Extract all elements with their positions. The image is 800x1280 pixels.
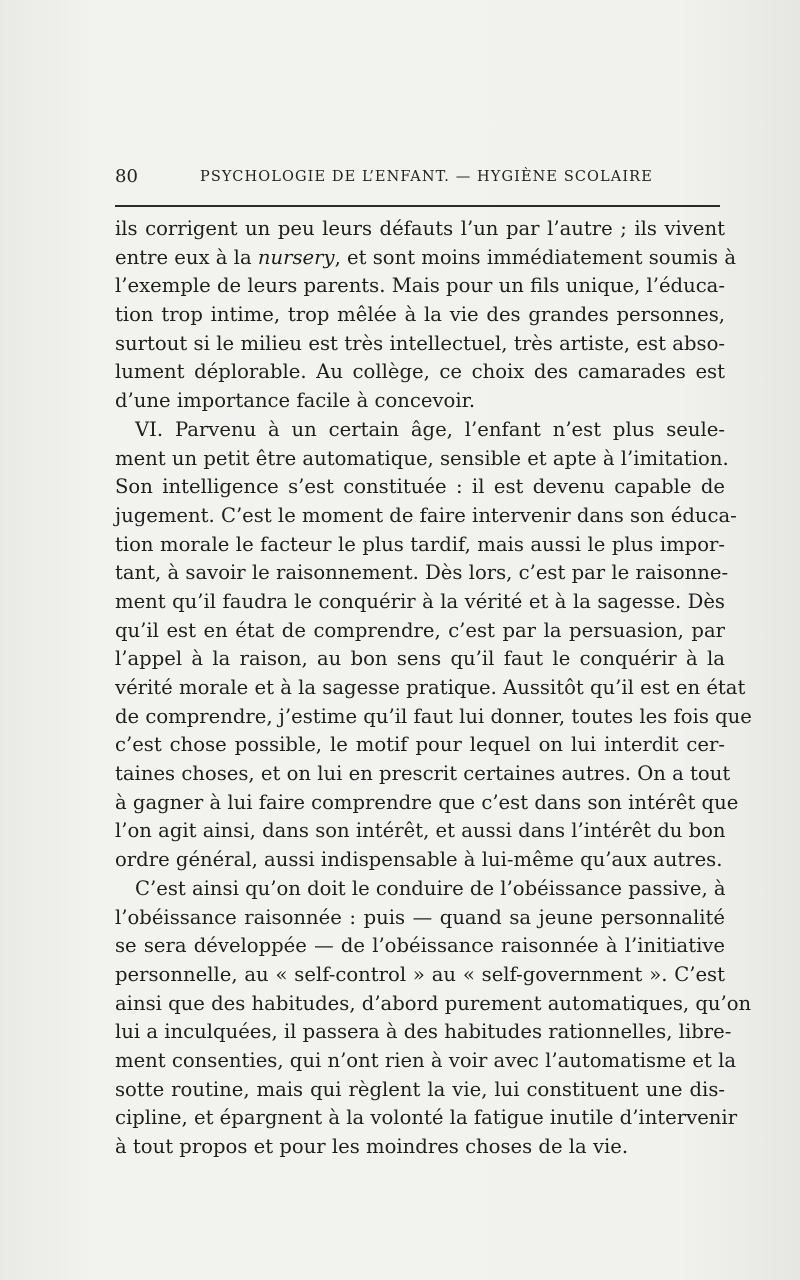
- running-head: [115, 166, 720, 196]
- page-number: 80: [115, 166, 138, 187]
- text-line: ment consenties, qui n’ont rien à voir avec l’automatisme et la: [115, 1048, 737, 1072]
- text-line: c’est chose possible, le motif pour lequel on lui interdit cer-: [115, 733, 725, 757]
- running-title: PSYCHOLOGIE DE L’ENFANT. — HYGIÈNE SCOLAIRE: [200, 169, 653, 185]
- text-line: tant, à savoir le raisonnement. Dès lors, c’est par le raisonne-: [115, 561, 729, 585]
- text-fragment: entre eux à la: [115, 245, 258, 269]
- text-line: jugement. C’est le moment de faire intervenir dans son éduca-: [115, 503, 737, 527]
- text-line: l’on agit ainsi, dans son intérêt, et aussi dans l’intérêt du bon: [115, 819, 726, 843]
- text-line: ment un petit être automatique, sensible et apte à l’imitation.: [115, 446, 729, 470]
- text-line: tion morale le facteur le plus tardif, mais aussi le plus impor-: [115, 532, 725, 556]
- italic-term: nursery: [257, 245, 335, 269]
- text-line: de comprendre, j’estime qu’il faut lui donner, toutes les fois que: [115, 704, 752, 728]
- body-text: [115, 215, 752, 1162]
- text-line: VI. Parvenu à un certain âge, l’enfant n’est plus seule-: [135, 417, 725, 441]
- text-line: à tout propos et pour les moindres choses de la vie.: [115, 1135, 629, 1158]
- text-line: C’est ainsi qu’on doit le conduire de l’obéissance passive, à: [135, 876, 726, 900]
- text-line: ordre général, aussi indispensable à lui-même qu’aux autres.: [115, 848, 723, 872]
- text-line: vérité morale et à la sagesse pratique. Aussitôt qu’il est en état: [115, 676, 746, 699]
- text-line: personnelle, au « self-control » au « self-government ». C’est: [115, 962, 725, 986]
- text-line: à gagner à lui faire comprendre que c’est dans son intérêt que: [115, 790, 739, 814]
- text-line: Son intelligence s’est constituée : il est devenu capable de: [115, 475, 725, 499]
- text-line: cipline, et épargnent à la volonté la fatigue inutile d’intervenir: [115, 1106, 738, 1130]
- paragraph-2: [115, 416, 752, 875]
- text-line: taines choses, et on lui en prescrit certaines autres. On a tout: [115, 762, 731, 786]
- paragraph-1: [115, 215, 736, 416]
- text-line: ils corrigent un peu leurs défauts l’un par l’autre ; ils vivent: [115, 217, 725, 240]
- text-line: ment qu’il faudra le conquérir à la vérité et à la sagesse. Dès: [115, 589, 725, 613]
- text-line: l’appel à la raison, au bon sens qu’il faut le conquérir à la: [115, 647, 725, 671]
- text-line: d’une importance facile à concevoir.: [115, 389, 476, 413]
- paragraph-3: [115, 875, 752, 1162]
- text-line: sotte routine, mais qui règlent la vie, lui constituent une dis-: [115, 1077, 725, 1101]
- text-line: lui a inculquées, il passera à des habitudes rationnelles, libre-: [115, 1020, 732, 1044]
- text-line: l’obéissance raisonnée : puis — quand sa jeune personnalité: [115, 905, 725, 929]
- text-line: surtout si le milieu est très intellectuel, très artiste, est abso-: [115, 331, 725, 355]
- text-line: ainsi que des habitudes, d’abord purement automatiques, qu’on: [115, 991, 752, 1015]
- text-line: tion trop intime, trop mêlée à la vie des grandes personnes,: [115, 303, 725, 327]
- text-line: [115, 244, 736, 273]
- text-line: qu’il est en état de comprendre, c’est par la persuasion, par: [115, 618, 725, 642]
- text-line: se sera développée — de l’obéissance raisonnée à l’initiative: [115, 934, 725, 958]
- text-fragment: , et sont moins immédiatement soumis à: [334, 245, 736, 269]
- text-line: l’exemple de leurs parents. Mais pour un fils unique, l’éduca-: [115, 274, 725, 298]
- text-line: lument déplorable. Au collège, ce choix des camarades est: [115, 360, 725, 384]
- header-rule: [115, 205, 720, 207]
